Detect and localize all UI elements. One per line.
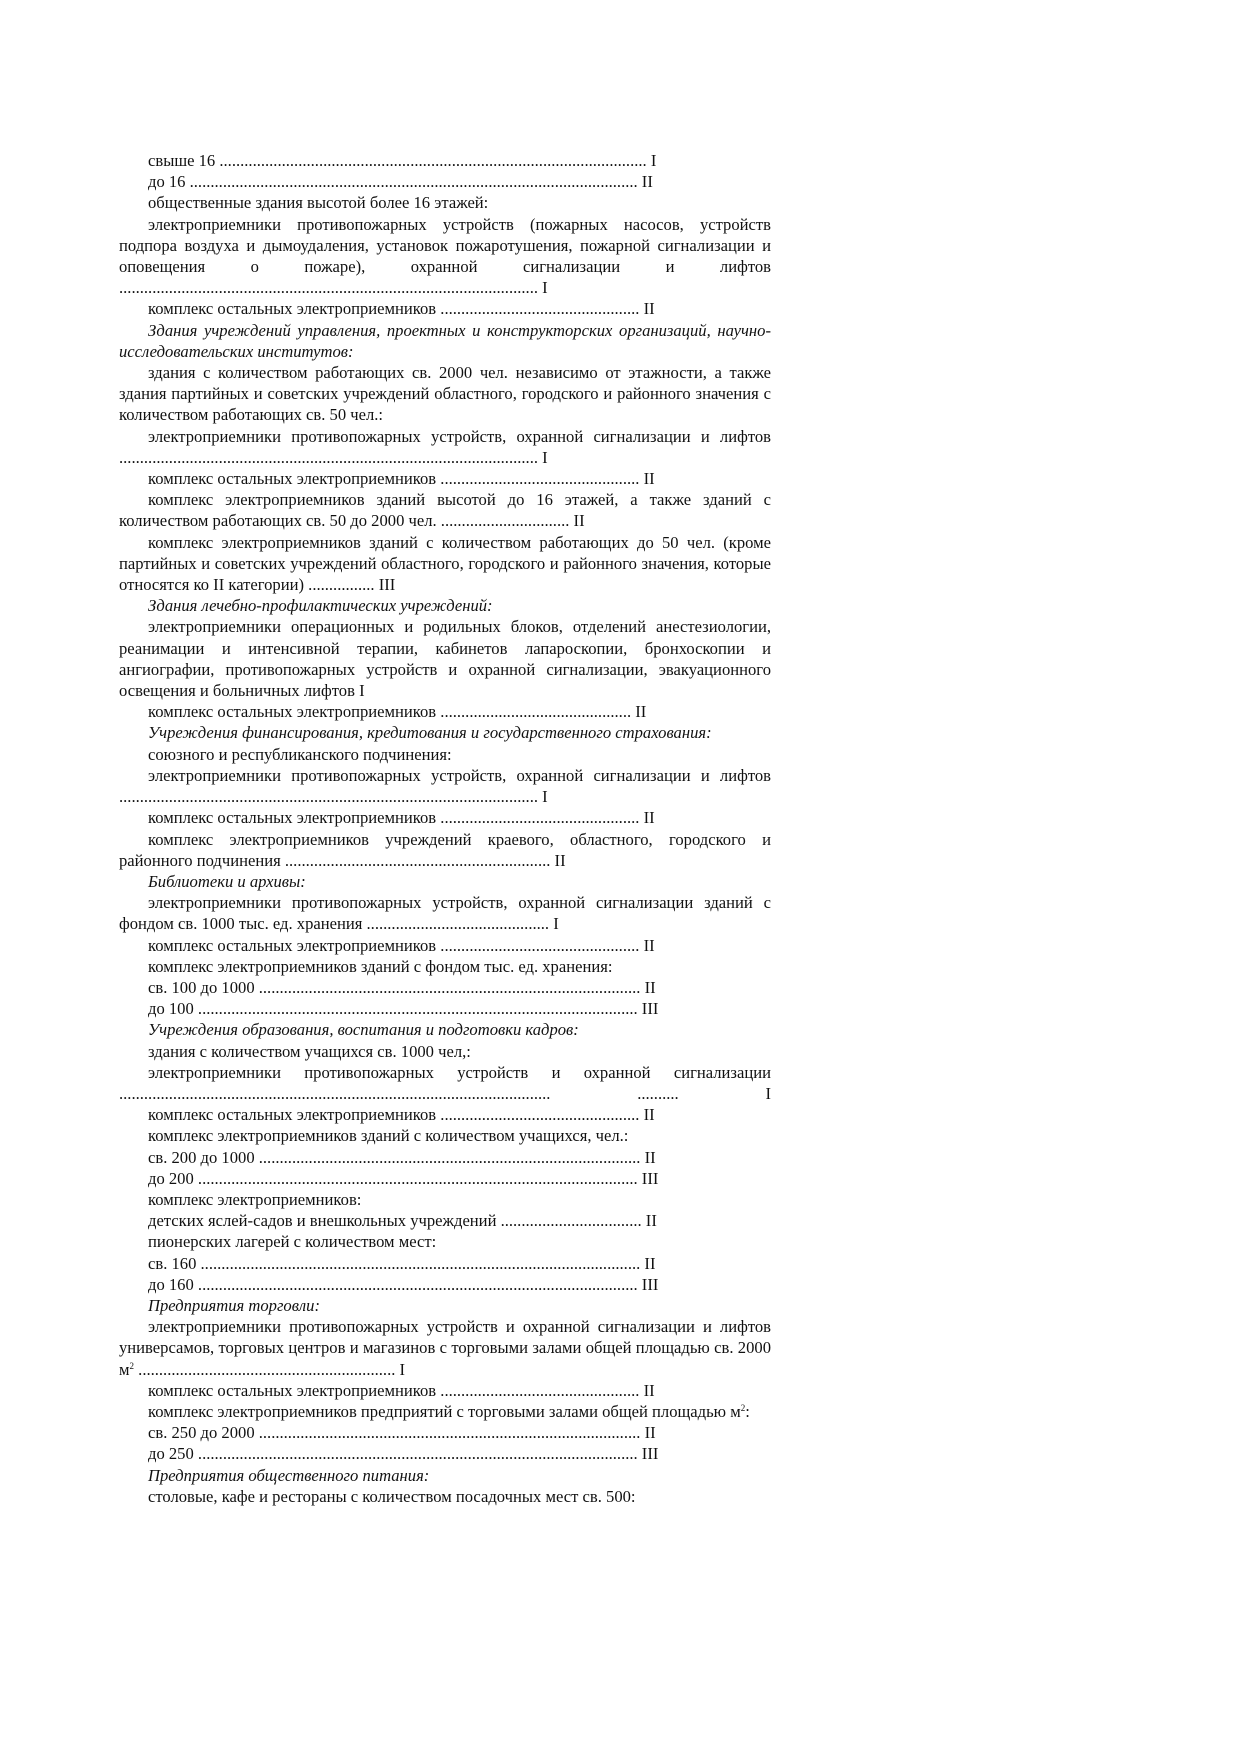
paragraph: общественные здания высотой более 16 этажей: [148, 193, 489, 213]
paragraph: союзного и республиканского подчинения: [148, 744, 452, 764]
paragraph: комплекс электроприемников зданий с количеством работающих до 50 чел. (кроме партийных и советских учреждений областного, городского и районного значения, которые относятся ко II категории) ................ III [119, 532, 771, 595]
paragraph: комплекс электроприемников предприятий с торговыми залами общей площадью $м^2$: [148, 1401, 750, 1421]
paragraph: комплекс остальных электроприемников ................................................ II [148, 1105, 655, 1125]
document-body [119, 150, 771, 1507]
section-heading: Предприятия торговли: [148, 1295, 320, 1315]
paragraph: здания с количеством работающих св. 2000 чел. независимо от этажности, а также здания партийных и советских учреждений областного, городского и районного значения с количеством работающих св. 50 чел.: [119, 363, 771, 425]
paragraph: комплекс остальных электроприемников ................................................ II [148, 935, 655, 955]
paragraph: электроприемники противопожарных устройств, охранной сигнализации и лифтов ..................................................................................................... I [119, 426, 771, 467]
section-heading: Учреждения финансирования, кредитования и государственного страхования: [148, 723, 712, 743]
paragraph: комплекс электроприемников зданий с количеством учащихся, чел.: [148, 1126, 629, 1146]
paragraph: св. 100 до 1000 ............................................................................................ II [148, 977, 656, 997]
paragraph: св. 200 до 1000 ............................................................................................ II [148, 1147, 656, 1167]
paragraph: детских яслей-садов и внешкольных учреждений .................................. II [148, 1211, 657, 1231]
paragraph: электроприемники операционных и родильных блоков, отделений анестезиологии, реанимации и интенсивной терапии, кабинетов лапароскопии, бронхоскопии и ангиографии, противопожарных устройств и охранной сигнализации, эвакуационного освещения и больничных лифтов I [119, 617, 771, 701]
paragraph: до 100 .......................................................................................................... III [148, 999, 659, 1019]
section-heading: Библиотеки и архивы: [148, 871, 306, 891]
paragraph: до 200 .......................................................................................................... III [148, 1168, 659, 1188]
paragraph: комплекс остальных электроприемников ................................................ II [148, 808, 655, 828]
paragraph: комплекс электроприемников: [148, 1189, 362, 1209]
paragraph: электроприемники противопожарных устройств и охранной сигнализации ........................................................................................................ .......... I [119, 1062, 771, 1103]
paragraph: пионерских лагерей с количеством мест: [148, 1232, 437, 1252]
paragraph: до 160 .......................................................................................................... III [148, 1274, 659, 1294]
paragraph: св. 160 .......................................................................................................... II [148, 1253, 656, 1273]
paragraph: комплекс электроприемников зданий высотой до 16 этажей, а также зданий с количеством работающих св. 50 до 2000 чел. ............................... II [119, 490, 771, 531]
paragraph: комплекс остальных электроприемников .............................................. II [148, 702, 647, 722]
section-heading: Здания учреждений управления, проектных и конструкторских организаций, научно-исследовательских институтов: [119, 320, 771, 361]
paragraph: комплекс остальных электроприемников ................................................ II [148, 1380, 655, 1400]
paragraph: комплекс электроприемников учреждений краевого, областного, городского и районного подчинения ................................................................ II [119, 829, 771, 870]
paragraph: здания с количеством учащихся св. 1000 чел,: [148, 1041, 471, 1061]
paragraph: электроприемники противопожарных устройств и охранной сигнализации и лифтов универсамов, торговых центров и магазинов с торговыми залами общей площадью св. 2000 $м^2$ .............................................................. I [119, 1317, 771, 1379]
paragraph: электроприемники противопожарных устройств, охранной сигнализации зданий с фондом св. 1000 тыс. ед. хранения ............................................ I [119, 893, 771, 934]
paragraph: комплекс электроприемников зданий с фондом тыс. ед. хранения: [148, 956, 613, 976]
paragraph: электроприемники противопожарных устройств, охранной сигнализации и лифтов ..................................................................................................... I [119, 765, 771, 807]
section-heading: Здания лечебно-профилактических учреждений: [148, 596, 493, 616]
paragraph: комплекс остальных электроприемников ................................................ II [148, 299, 655, 319]
section-heading: Предприятия общественного питания: [148, 1465, 430, 1485]
paragraph: комплекс остальных электроприемников ................................................ II [148, 469, 655, 489]
paragraph: до 16 ............................................................................................................ II [148, 172, 653, 192]
paragraph: столовые, кафе и рестораны с количеством посадочных мест св. 500: [148, 1486, 636, 1506]
paragraph: электроприемники противопожарных устройств (пожарных насосов, устройств подпора воздуха и дымоудаления, установок пожаротушения, пожарной сигнализации и оповещения о пожаре), охранной сигнализации и лифтов ..................................................................................................... I [119, 214, 771, 298]
paragraph: до 250 .......................................................................................................... III [148, 1444, 659, 1464]
section-heading: Учреждения образования, воспитания и подготовки кадров: [148, 1020, 579, 1040]
paragraph: свыше 16 ....................................................................................................... I [148, 151, 657, 170]
paragraph: св. 250 до 2000 ............................................................................................ II [148, 1423, 656, 1443]
